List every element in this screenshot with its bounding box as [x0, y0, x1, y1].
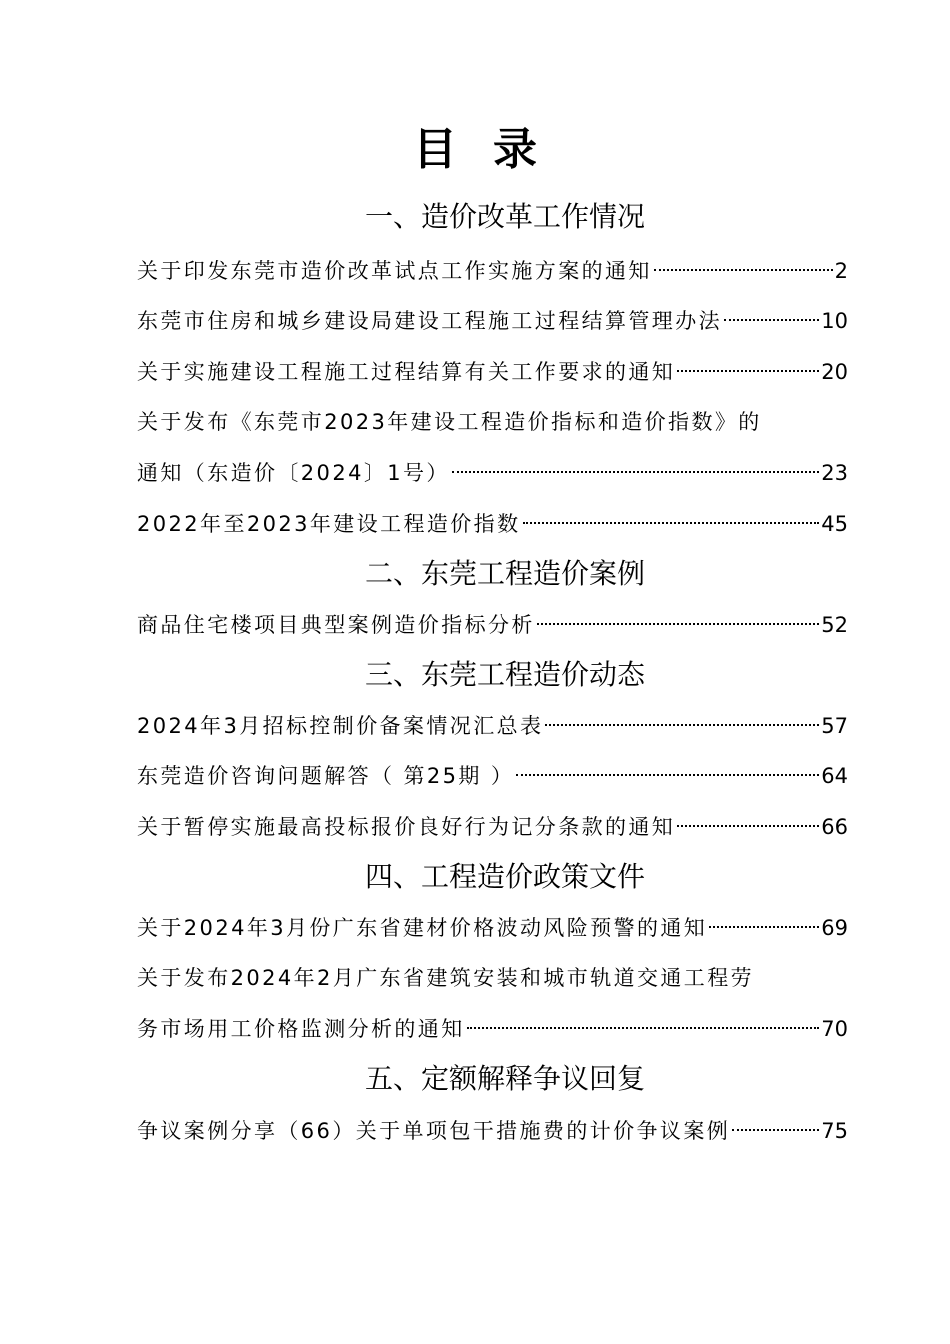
toc-entry-page: 2: [834, 259, 848, 283]
section-heading-2: 二、东莞工程造价案例: [364, 557, 645, 590]
toc-entry[interactable]: [137, 1114, 848, 1148]
section-heading-5: 五、定额解释争议回复: [364, 1062, 645, 1095]
toc-entry-label-cont: 通知（东造价〔2024〕1号）: [137, 461, 450, 485]
toc-entry-label: 关于2024年3月份广东省建材价格波动风险预警的通知: [137, 916, 708, 940]
toc-entry-page: 69: [821, 916, 848, 940]
toc-entry[interactable]: [137, 709, 848, 743]
dot-leader: [724, 319, 819, 321]
dot-leader: [677, 825, 819, 827]
dot-leader: [452, 471, 819, 473]
dot-leader: [537, 623, 819, 625]
toc-entry-page: 57: [821, 714, 848, 738]
toc-entry[interactable]: [137, 254, 848, 288]
toc-entry-page: 23: [821, 461, 848, 485]
toc-entry[interactable]: [137, 304, 848, 338]
toc-entry-line1[interactable]: [137, 405, 848, 439]
dot-leader: [545, 724, 819, 726]
toc-entry-page: 64: [821, 764, 848, 788]
section-heading-1: 一、造价改革工作情况: [364, 200, 645, 233]
toc-entry-label: 关于发布《东莞市2023年建设工程造价指标和造价指数》的: [137, 410, 762, 434]
dot-leader: [732, 1129, 819, 1131]
toc-entry[interactable]: [137, 507, 848, 541]
toc-entry-label: 关于暂停实施最高投标报价良好行为记分条款的通知: [137, 815, 676, 839]
dot-leader: [709, 926, 819, 928]
dot-leader: [677, 370, 819, 372]
toc-entry-label: 关于发布2024年2月广东省建筑安装和城市轨道交通工程劳: [137, 966, 755, 990]
toc-entry-label: 2024年3月招标控制价备案情况汇总表: [137, 714, 544, 738]
toc-entry-page: 20: [821, 360, 848, 384]
toc-entry[interactable]: [137, 355, 848, 389]
section-heading-3: 三、东莞工程造价动态: [364, 658, 645, 691]
toc-entry[interactable]: [137, 911, 848, 945]
toc-entry-line1[interactable]: [137, 961, 848, 995]
page-title: [0, 120, 950, 180]
toc-entry-line2[interactable]: [137, 1012, 848, 1046]
section-heading-4: 四、工程造价政策文件: [364, 860, 645, 893]
toc-entry-page: 10: [821, 309, 848, 333]
toc-entry-page: 66: [821, 815, 848, 839]
toc-entry[interactable]: [137, 608, 848, 642]
toc-entry-label: 2022年至2023年建设工程造价指数: [137, 512, 521, 536]
toc-entry-page: 75: [821, 1119, 848, 1143]
toc-entry-label: 东莞造价咨询问题解答（ 第25期 ）: [137, 764, 515, 788]
toc-entry-label: 关于印发东莞市造价改革试点工作实施方案的通知: [137, 259, 652, 283]
toc-entry[interactable]: [137, 810, 848, 844]
dot-leader: [654, 269, 833, 271]
dot-leader: [516, 774, 819, 776]
toc-entry-label: 东莞市住房和城乡建设局建设工程施工过程结算管理办法: [137, 309, 722, 333]
dot-leader: [467, 1027, 820, 1029]
toc-entry-page: 45: [821, 512, 848, 536]
toc-entry-label: 关于实施建设工程施工过程结算有关工作要求的通知: [137, 360, 676, 384]
toc-entry-line2[interactable]: [137, 456, 848, 490]
toc-entry-label: 争议案例分享（66）关于单项包干措施费的计价争议案例: [137, 1119, 731, 1143]
title-char-first: 目: [413, 124, 457, 175]
title-char-second: 录: [493, 124, 537, 175]
toc-entry-label-cont: 务市场用工价格监测分析的通知: [137, 1017, 465, 1041]
toc-entry[interactable]: [137, 759, 848, 793]
toc-entry-page: 52: [821, 613, 848, 637]
dot-leader: [523, 522, 820, 524]
toc-entry-label: 商品住宅楼项目典型案例造价指标分析: [137, 613, 535, 637]
toc-entry-page: 70: [821, 1017, 848, 1041]
